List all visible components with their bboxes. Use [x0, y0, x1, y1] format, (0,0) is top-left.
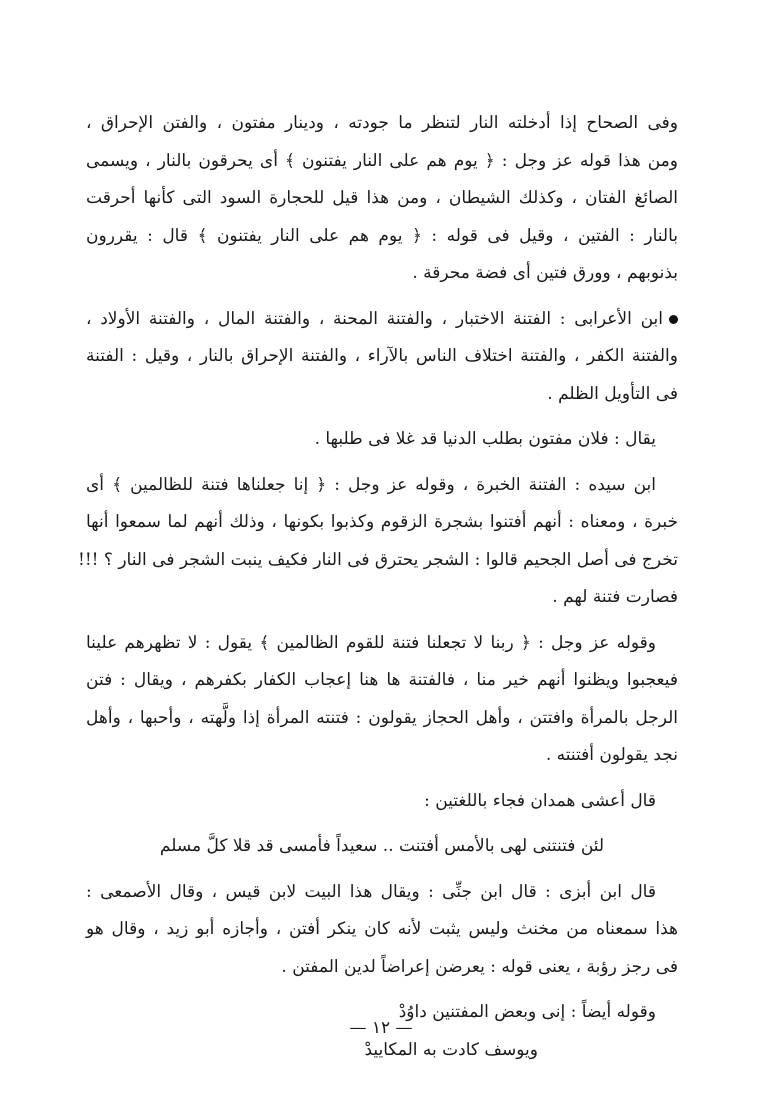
page-number: — ١٢ —	[349, 1018, 413, 1038]
text-line: هذا سمعناه من مخنث وليس يثبت لأنه كان ينكر أفتن ، وأجازه أبو زيد ، وقال هو	[86, 919, 678, 939]
text-line: قال أعشى همدان فجاء باللغتين :	[424, 790, 656, 811]
text-line: فصارت فتنة لهم .	[552, 587, 678, 607]
verse-1	[86, 828, 678, 866]
paragraph-3	[86, 421, 678, 459]
text-line: فيعجبوا ويظنوا أنهم خير منا ، فالفتنة ها هنا إعجاب الكفار بكفرهم ، ويقال : فتن	[86, 670, 678, 690]
text-line: والفتنة الكفر ، والفتنة اختلاف الناس بالآراء ، والفتنة الإحراق بالنار ، وقيل : الفتنة	[86, 346, 678, 366]
text-line: فى التأويل الظلم .	[547, 383, 678, 404]
text-line: نجد يقولون أفتنته .	[545, 745, 678, 765]
paragraph-4	[78, 467, 678, 617]
text-line: خبرة ، ومعناه : أنهم أفتنوا بشجرة الزقوم وكذبوا بكونها ، وذلك أنهم لما سمعوا أنها	[86, 512, 678, 532]
text-line: الصائغ الفتان ، وكذلك الشيطان ، ومن هذا قيل للحجارة السود التى كأنها أحرقت	[86, 188, 678, 208]
text-line: ابن سيده : الفتنة الخبرة ، وقوله عز وجل : ﴿ إنا جعلناها فتنة للظالمين ﴾ أى	[86, 474, 656, 495]
text-line: يقال : فلان مفتون بطلب الدنيا قد غلا فى طلبها .	[314, 429, 656, 449]
text-line: بذنوبهم ، وورق فتين أى فضة محرقة .	[412, 263, 678, 283]
text-line: ومن هذا قوله عز وجل : ﴿ يوم هم على النار يفتنون ﴾ أى يحرقون بالنار ، ويسمى	[86, 150, 678, 171]
paragraph-2	[86, 301, 678, 414]
text-line: ابن الأعرابى : الفتنة الاختبار ، والفتنة المحنة ، والفتنة المال ، والفتنة الأولاد ،	[86, 308, 663, 329]
text-line: الرجل بالمرأة وافتتن ، وأهل الحجاز يقولون : فتنته المرأة إذا ولَّهته ، وأحبها ، وأهل	[86, 707, 678, 728]
verse-line: ويوسف كادت به المكاييدْ	[364, 1039, 538, 1060]
paragraph-6	[86, 783, 678, 821]
text-line: تخرج فى أصل الجحيم قالوا : الشجر يحترق فى النار فكيف ينبت الشجر فى النار ؟ !!!	[78, 549, 678, 570]
paragraph-5	[86, 625, 678, 775]
verse-line: لئن فتنتنى لهى بالأمس أفتنت .. سعيداً فأمسى قد قلا كلَّ مسلم	[159, 836, 605, 856]
bullet-icon	[669, 315, 678, 324]
paragraph-7	[86, 874, 678, 987]
text-line: قال ابن أبزى : قال ابن جنِّى : ويقال هذا البيت لابن قيس ، وقال الأصمعى :	[86, 881, 656, 902]
text-line: فى رجز رؤبة ، يعنى قوله : يعرضن إعراضاً لدين المفتن .	[281, 956, 678, 977]
verse-line: وقوله أيضاً : إنى وبعض المفتنين داوُدْ	[398, 1002, 656, 1022]
document-body	[78, 105, 678, 1069]
text-line: وفى الصحاح إذا أدخلته النار لتنظر ما جودته ، ودينار مفتون ، والفتن الإحراق ،	[86, 113, 678, 133]
text-line: وقوله عز وجل : ﴿ ربنا لا تجعلنا فتنة للقوم الظالمين ﴾ يقول : لا تظهرهم علينا	[86, 632, 656, 653]
text-line: بالنار : الفتين ، وقيل فى قوله : ﴿ يوم هم على النار يفتنون ﴾ قال : يقررون	[86, 225, 678, 246]
paragraph-1	[86, 105, 678, 293]
bullet-line	[86, 301, 678, 339]
